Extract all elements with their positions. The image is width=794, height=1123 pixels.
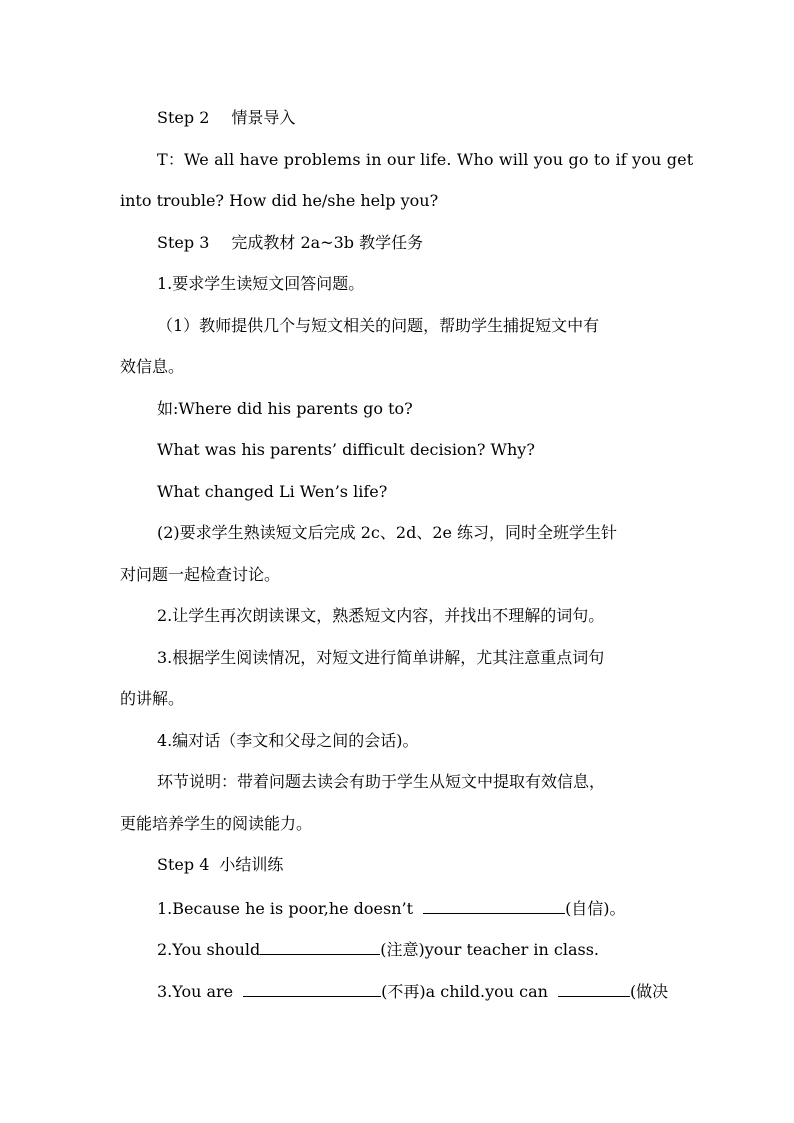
exercise-1 — [0, 897, 794, 919]
exercise-1-hint: (自信)。 — [565, 899, 626, 918]
item-1-sub-1-line-1: （1）教师提供几个与短文相关的问题，帮助学生捕捉短文中有 — [157, 316, 600, 335]
teacher-line-2: into trouble? How did he/she help you? — [120, 191, 439, 210]
item-1-sub-2-line-1: (2)要求学生熟读短文后完成 2c、2d、2e 练习，同时全班学生针 — [157, 523, 618, 542]
question-1: 如:Where did his parents go to? — [157, 399, 413, 418]
item-1-sub-2-line-2: 对问题一起检查讨论。 — [120, 565, 281, 584]
item-1-sub-1-line-2: 效信息。 — [120, 357, 185, 376]
exercise-2-prompt: 2.You should — [157, 940, 261, 959]
note-line-2: 更能培养学生的阅读能力。 — [120, 814, 313, 833]
note-line-1: 环节说明：带着问题去读会有助于学生从短文中提取有效信息， — [157, 772, 606, 791]
question-2: What was his parents’ difficult decision? Why? — [157, 440, 535, 459]
exercise-2 — [0, 938, 794, 960]
exercise-3-blank-2 — [558, 980, 630, 997]
step3-label: Step 3 — [157, 233, 210, 252]
teacher-line-1-text: T：We all have problems in our life. Who will you go to if you get — [157, 150, 694, 169]
exercise-3-hint-1: (不再)a child.you can — [381, 982, 548, 1001]
item-4: 4.编对话（李文和父母之间的会话)。 — [157, 731, 419, 750]
exercise-3-blank-1 — [243, 980, 381, 997]
question-3: What changed Li Wen’s life? — [157, 482, 388, 501]
exercise-3 — [0, 980, 794, 1002]
item-1: 1.要求学生读短文回答问题。 — [157, 274, 365, 293]
item-3-line-1: 3.根据学生阅读情况，对短文进行简单讲解，尤其注意重点词句 — [157, 648, 605, 667]
step4-heading — [0, 855, 794, 875]
exercise-3-hint-2: (做决 — [629, 982, 669, 1001]
step3-title: 完成教材 2a~3b 教学任务 — [231, 233, 424, 252]
step2-heading — [0, 108, 794, 128]
step2-label: Step 2 — [157, 108, 210, 127]
teacher-line-1 — [157, 150, 694, 170]
step3-heading — [0, 233, 794, 253]
item-2: 2.让学生再次朗读课文，熟悉短文内容，并找出不理解的词句。 — [157, 606, 605, 625]
exercise-3-prompt: 3.You are — [157, 982, 234, 1001]
exercise-1-prompt: 1.Because he is poor,he doesn’t — [157, 899, 414, 918]
item-3-line-2: 的讲解。 — [120, 689, 185, 708]
exercise-1-blank — [423, 897, 565, 914]
step4-title: 小结训练 — [219, 855, 284, 874]
exercise-2-hint: (注意)your teacher in class. — [380, 940, 600, 959]
step4-label: Step 4 — [157, 855, 210, 874]
step2-title: 情景导入 — [231, 108, 296, 127]
exercise-2-blank — [260, 938, 380, 955]
